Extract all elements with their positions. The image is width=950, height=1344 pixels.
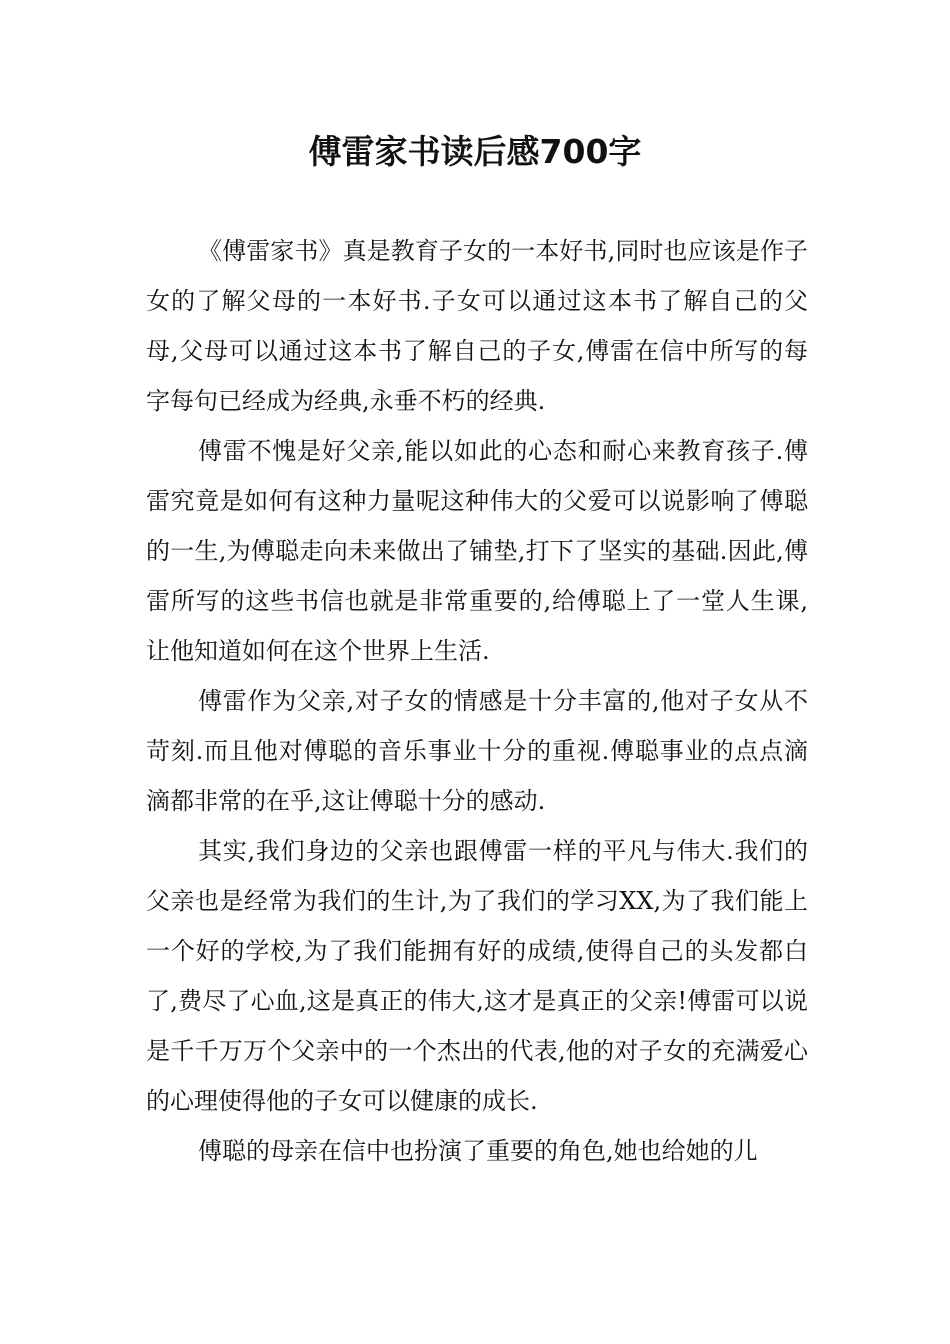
paragraph-4: 其实,我们身边的父亲也跟傅雷一样的平凡与伟大.我们的父亲也是经常为我们的生计,为了我们的学习XX,为了我们能上一个好的学校,为了我们能拥有好的成绩,使得自己的头发都白了,费尽了心血,这是真正的伟大,这才是真正的父亲!傅雷可以说是千千万万个父亲中的一个杰出的代表,他的对子女的充满爱心的心理使得他的子女可以健康的成长.: [146, 837, 808, 1115]
paragraph-2: 傅雷不愧是好父亲,能以如此的心态和耐心来教育孩子.傅雷究竟是如何有这种力量呢这种伟大的父爱可以说影响了傅聪的一生,为傅聪走向未来做出了铺垫,打下了坚实的基础.因此,傅雷所写的这些书信也就是非常重要的,给傅聪上了一堂人生课,让他知道如何在这个世界上生活.: [146, 437, 808, 665]
paragraph-1: 《傅雷家书》真是教育子女的一本好书,同时也应该是作子女的了解父母的一本好书.子女可以通过这本书了解自己的父母,父母可以通过这本书了解自己的子女,傅雷在信中所写的每字每句已经成为经典,永垂不朽的经典.: [146, 237, 808, 415]
paragraph-5: 傅聪的母亲在信中也扮演了重要的角色,她也给她的儿: [198, 1137, 758, 1165]
paragraph-3: 傅雷作为父亲,对子女的情感是十分丰富的,他对子女从不苛刻.而且他对傅聪的音乐事业十分的重视.傅聪事业的点点滴滴都非常的在乎,这让傅聪十分的感动.: [146, 687, 808, 815]
document-title: 傅雷家书读后感700字: [308, 132, 642, 171]
document-body: [146, 226, 808, 1176]
